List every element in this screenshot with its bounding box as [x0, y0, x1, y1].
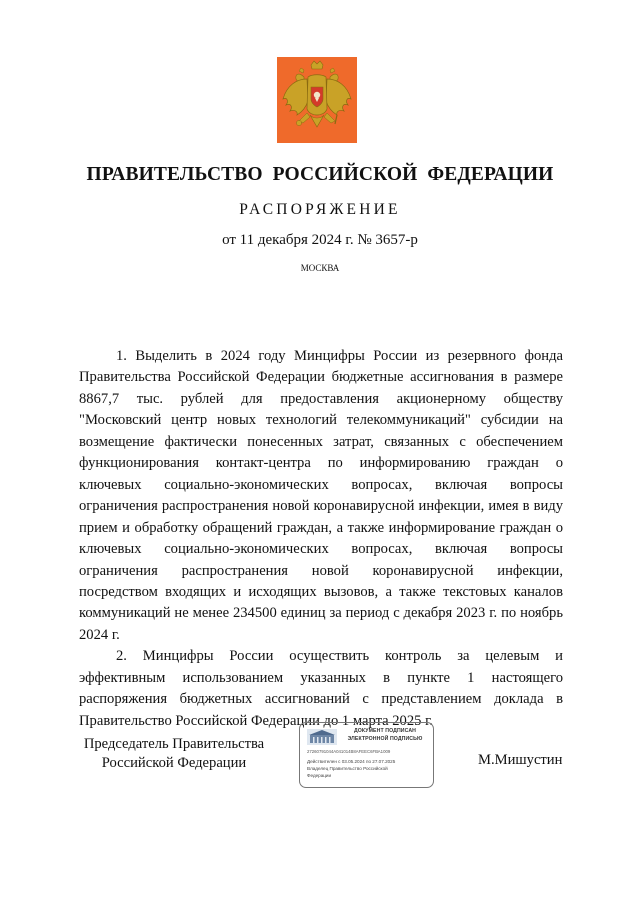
stamp-owner: Владелец Правительство Российской — [307, 766, 388, 771]
stamp-validity: Действителен с 03.05.2024 по 27.07.2025 — [307, 759, 396, 764]
document-body — [79, 346, 563, 732]
signer-name: М.Мишустин — [478, 752, 563, 768]
stamp-heading: ДОКУМЕНТ ПОДПИСАН ЭЛЕКТРОННОЙ ПОДПИСЬЮ — [347, 728, 423, 742]
organization-title: ПРАВИТЕЛЬСТВО РОССИЙСКОЙ ФЕДЕРАЦИИ — [86, 164, 554, 185]
coat-of-arms-emblem — [277, 57, 357, 143]
document-type: РАСПОРЯЖЕНИЕ — [239, 201, 401, 218]
document-city: МОСКВА — [300, 263, 340, 273]
government-building-icon — [307, 729, 337, 745]
electronic-signature-stamp — [299, 722, 434, 788]
signer-title: Председатель Правительства Российской Федерации — [83, 736, 265, 771]
double-headed-eagle-icon — [277, 57, 357, 143]
paragraph-2: 2. Минцифры России осуществить контроль за целевым и эффективным использованием указанных в пункте 1 настоящего распоряжения бюджетных ассигнований с представлением доклада в Правительство Российской Федерации до 1 марта 2025 г. — [79, 648, 563, 729]
stamp-certificate-serial: 27260791044А041014В8АFЕЕС6FВА1009 — [307, 749, 391, 754]
document-date-number: от 11 декабря 2024 г. № 3657-р — [222, 232, 418, 248]
paragraph-1: 1. Выделить в 2024 году Минцифры России из резервного фонда Правительства Российской Федерации бюджетные ассигнования в размере 8867,7 тыс. рублей для предоставления акционерному обществу "Московский центр новых технологий телекоммуникаций" субсидии на возмещение фактически понесенных затрат, связанных с обеспечением функционирования контакт-центра по информированию граждан о ключевых социально-экономических вопросах, включая вопросы ограничения распространения новой коронавирусной инфекции, имея в виду прием и обработку обращений граждан, а также информирование граждан о ключевых социально-экономических вопросах, включая вопросы ограничения распространения новой коронавирусной инфекции, посредством входящих и исходящих вызовов, а также текстовых каналов коммуникаций не менее 234500 единиц за период с декабря 2023 г. по ноябрь 2024 г. — [79, 348, 563, 643]
stamp-owner-continued: Федерации — [307, 773, 332, 778]
